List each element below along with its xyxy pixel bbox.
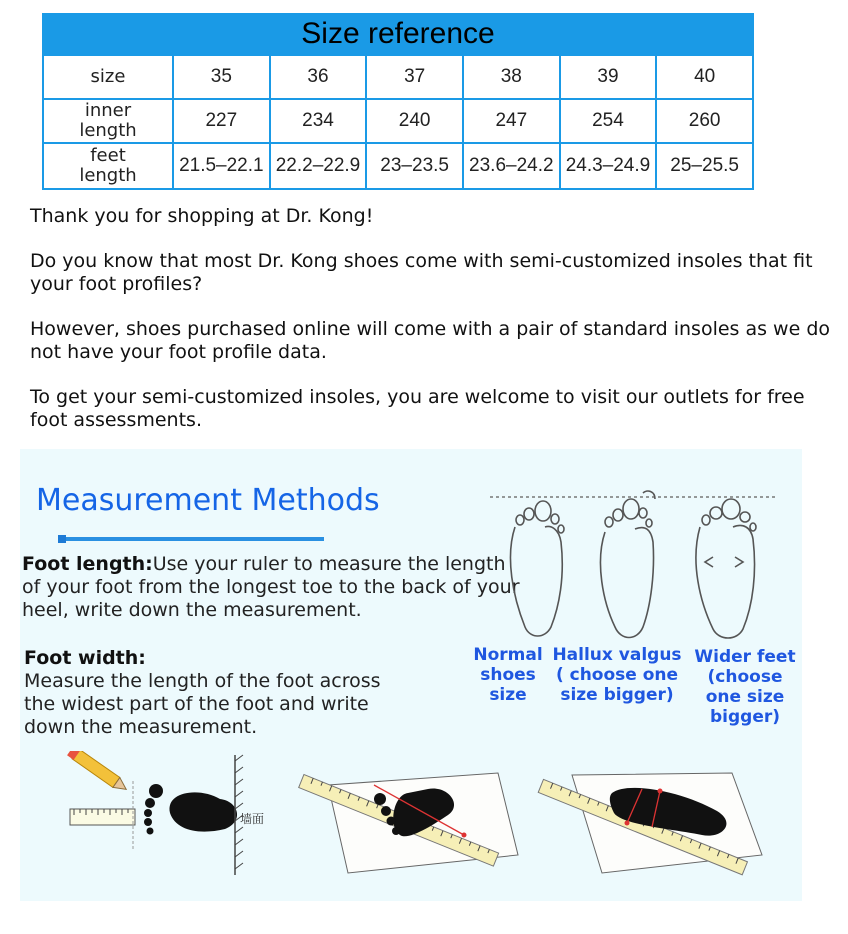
foot-width-paper-illustration <box>532 755 782 885</box>
foot-type-label-normal: Normal shoes size <box>473 645 543 705</box>
table-cell: 38 <box>463 55 560 99</box>
wall-label: 墙面 <box>240 812 265 826</box>
measurement-methods-panel <box>20 449 802 901</box>
table-cell: 240 <box>366 99 463 143</box>
table-cell: 254 <box>560 99 657 143</box>
size-table-title: Size reference <box>42 13 754 54</box>
foot-width-text: Measure the length of the foot across the widest part of the foot and write down the measurement. <box>24 670 381 738</box>
table-cell: 37 <box>366 55 463 99</box>
row-label-size: size <box>43 55 173 99</box>
foot-type-label-wider-feet: Wider feet (choose one size bigger) <box>694 647 796 727</box>
size-table-grid <box>42 54 754 190</box>
table-cell: 36 <box>270 55 367 99</box>
measurement-title: Measurement Methods <box>36 483 380 518</box>
table-cell: 23–23.5 <box>366 143 463 189</box>
foot-length-instructions <box>22 553 522 622</box>
table-cell: 25–25.5 <box>656 143 753 189</box>
table-cell: 35 <box>173 55 270 99</box>
note-insoles: Do you know that most Dr. Kong shoes come with semi-customized insoles that fit your foot profiles? <box>30 250 813 295</box>
hallux-valgus-foot-icon <box>600 491 655 638</box>
foot-width-heading: Foot width: <box>24 647 146 669</box>
pencil-icon <box>67 751 130 794</box>
foot-length-heading: Foot length: <box>22 553 153 575</box>
foot-type-label-hallux-valgus: Hallux valgus ( choose one size bigger) <box>552 645 682 705</box>
title-underline-marker <box>58 535 66 543</box>
wide-foot-icon <box>696 499 756 638</box>
shopping-notes <box>30 205 830 454</box>
ruler-icon <box>70 809 135 825</box>
note-visit-outlets: To get your semi-customized insoles, you are welcome to visit our outlets for free foot assessments. <box>30 386 805 431</box>
footprint-icon <box>144 784 237 835</box>
table-row <box>43 99 753 143</box>
row-label-inner-length: inner length <box>43 99 173 143</box>
table-cell: 39 <box>560 55 657 99</box>
table-row <box>43 143 753 189</box>
note-online-purchase: However, shoes purchased online will come with a pair of standard insoles as we do not have your foot profile data. <box>30 318 831 363</box>
table-row <box>43 55 753 99</box>
table-cell: 23.6–24.2 <box>463 143 560 189</box>
row-label-feet-length: feet length <box>43 143 173 189</box>
table-cell: 234 <box>270 99 367 143</box>
table-cell: 21.5–22.1 <box>173 143 270 189</box>
normal-foot-icon <box>510 501 564 636</box>
table-cell: 260 <box>656 99 753 143</box>
size-reference-table <box>42 13 754 190</box>
foot-outlines-illustration <box>485 487 785 647</box>
table-cell: 22.2–22.9 <box>270 143 367 189</box>
table-cell: 40 <box>656 55 753 99</box>
table-cell: 227 <box>173 99 270 143</box>
foot-length-text: Use your ruler to measure the length of your foot from the longest toe to the back of your heel, write down the measurement. <box>22 553 520 621</box>
foot-width-instructions <box>24 647 384 739</box>
note-thank-you: Thank you for shopping at Dr. Kong! <box>30 205 374 227</box>
table-cell: 247 <box>463 99 560 143</box>
title-underline <box>58 537 324 541</box>
foot-length-wall-illustration <box>60 751 275 881</box>
foot-length-paper-illustration <box>288 755 528 885</box>
table-cell: 24.3–24.9 <box>560 143 657 189</box>
